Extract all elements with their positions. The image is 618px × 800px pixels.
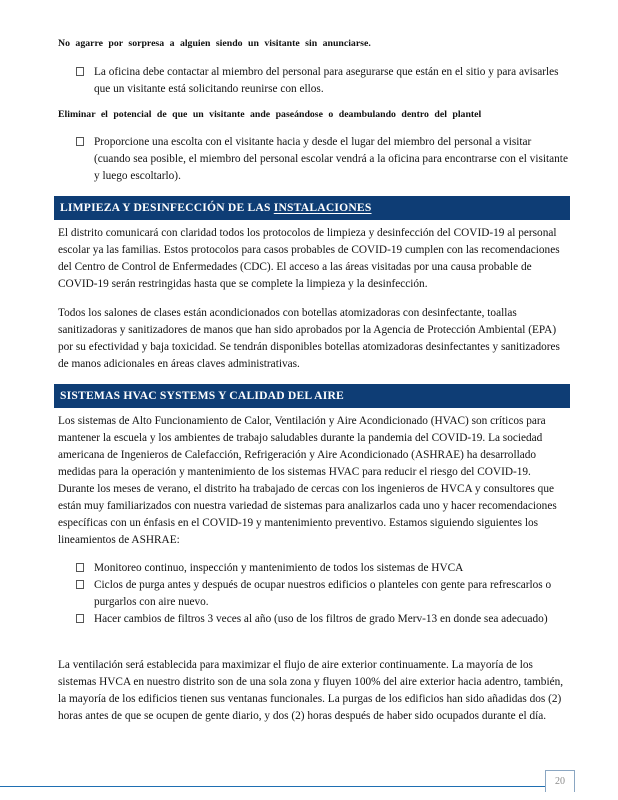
cleaning-paragraph-1: El distrito comunicará con claridad todos los protocolos de limpieza y desinfección del COVID-19 al personal escolar ya las familias. Estos protocolos para casos probables de COVID-19 cumplen con las recomendaciones del Centro de Control de Enfermedades (CDC). El acceso a las áreas visitadas por una causa probable de COVID-19 serán restringidas hasta que se complete la limpieza y la desinfección. [58, 227, 560, 290]
bullet-text: Hacer cambios de filtros 3 veces al año (uso de los filtros de grado Merv-13 en donde sea adecuado) [94, 613, 548, 625]
subhead-visitor-wandering: Eliminar el potencial de que un visitante ande paseándose o deambulando dentro del plantel [58, 109, 482, 120]
bullet-text: Ciclos de purga antes y después de ocupar nuestros edificios o planteles con gente para refrescarlos o purgarlos con aire nuevo. [94, 579, 552, 608]
square-bullet-icon [76, 137, 84, 146]
heading-text: LIMPIEZA Y DESINFECCIÓN DE LAS [60, 201, 274, 214]
list-item [76, 560, 570, 577]
square-bullet-icon [76, 563, 84, 572]
footer-divider [0, 786, 545, 787]
list-item [76, 134, 570, 185]
square-bullet-icon [76, 67, 84, 76]
heading-text-underlined: INSTALACIONES [273, 201, 372, 214]
hvac-paragraph-2: La ventilación será establecida para maximizar el flujo de aire exterior continuamente. La mayoría de los sistemas HVCA en nuestro distrito son de una sola zona y fluyen 100% del aire exterior hacia adentro, también, la mayoría de los edificios tienen sus ventanas funcionales. La purgas de los edificios han sido añadidas dos (2) horas antes de que se ocupen de gente diario, y dos (2) horas después de haber sido ocupados durante el día. [58, 659, 564, 722]
list-item [76, 64, 570, 98]
square-bullet-icon [76, 614, 84, 623]
heading-text: SISTEMAS HVAC SYSTEMS Y CALIDAD DEL AIRE [60, 389, 344, 402]
hvac-bullet-list [76, 560, 570, 628]
visitor-bullet-list-1 [76, 64, 570, 98]
section-heading-cleaning [54, 196, 570, 220]
section-heading-hvac [54, 384, 570, 408]
list-item [76, 577, 570, 611]
list-item [76, 611, 570, 628]
subhead-visitor-announce: No agarre por sorpresa a alguien siendo un visitante sin anunciarse. [58, 38, 371, 49]
bullet-text: Proporcione una escolta con el visitante hacia y desde el lugar del miembro del personal a visitar (cuando sea posible, el miembro del personal escolar vendrá a la oficina para encontrarse con el visitante y luego escoltarlo). [94, 136, 568, 182]
cleaning-paragraph-2: Todos los salones de clases están acondicionados con botellas atomizadoras con desinfectante, toallas sanitizadoras y sanitizadores de manos que han sido aprobados por la Agencia de Protección Ambiental (EPA) por su efectividad y baja toxicidad. Se tendrán disponibles botellas atomizadoras desinfectantes y sanitizadores de manos adicionales en áreas claves administrativas. [58, 307, 560, 370]
bullet-text: La oficina debe contactar al miembro del personal para asegurarse que están en el sitio y para avisarles que un visitante está solicitando reunirse con ellos. [94, 66, 559, 95]
visitor-bullet-list-2 [76, 134, 570, 185]
square-bullet-icon [76, 580, 84, 589]
page-number: 20 [545, 770, 575, 792]
hvac-paragraph-1: Los sistemas de Alto Funcionamiento de Calor, Ventilación y Aire Acondicionado (HVAC) son críticos para mantener la escuela y los ambientes de trabajo saludables durante la pandemia del COVID-19. La sociedad americana de Ingenieros de Calefacción, Refrigeración y Aire Acondicionado (ASHRAE) ha desarrollado medidas para la operación y mantenimiento de los sistemas HVAC para reducir el riesgo del COVID-19. Durante los meses de verano, el distrito ha trabajado de cercas con los ingenieros de HVCA y consultores que están muy familiarizados con nuestra variedad de sistemas para analizarlos cada uno y hacer recomendaciones específicas con un énfasis en el COVID-19 y mantenimiento preventivo. Estamos siguiendo siguientes los lineamientos de ASHRAE: [58, 415, 557, 546]
bullet-text: Monitoreo continuo, inspección y mantenimiento de todos los sistemas de HVCA [94, 562, 464, 574]
